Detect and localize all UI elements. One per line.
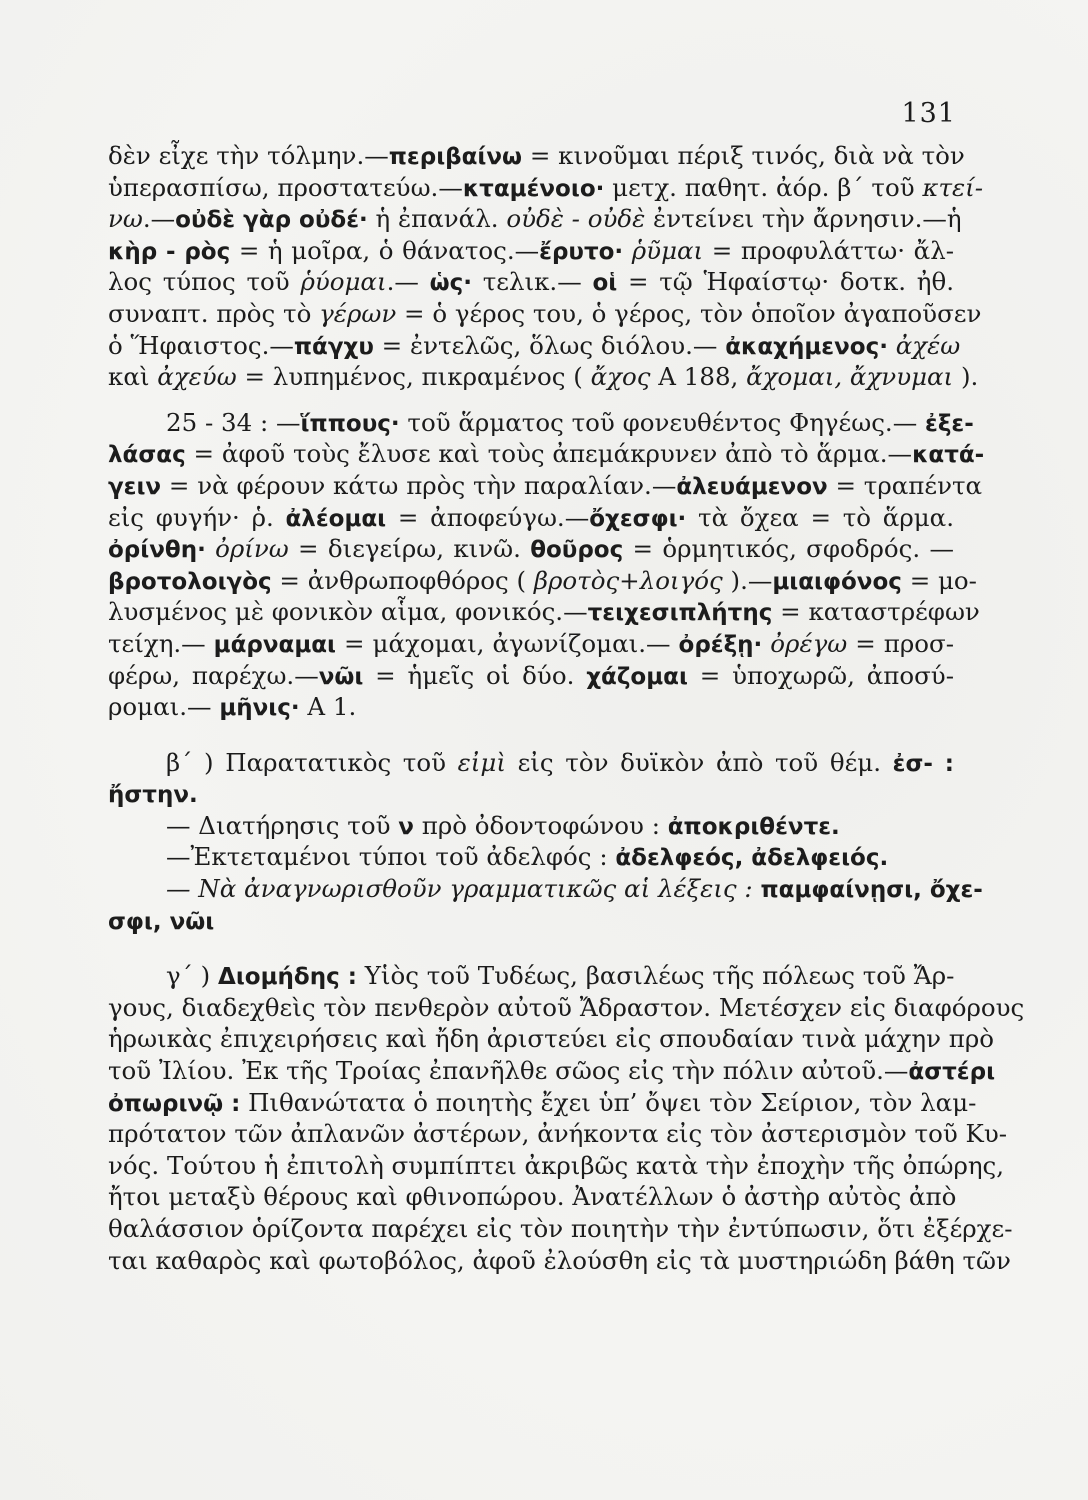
text-line	[108, 1118, 1008, 1150]
lemma-term: μιαιφόνος	[772, 568, 902, 595]
lemma-term: βροτολοιγὸς	[108, 568, 272, 595]
text-run: ).	[953, 362, 979, 392]
text-run: ἡρωικὰς ἐπιχειρήσεις καὶ ἤδη ἀριστεύει εἰς σπουδαίαν τινὰ μάχην πρὸ	[108, 1024, 995, 1054]
text-line	[108, 1023, 995, 1055]
text-run: ἤτοι μεταξὺ θέρους καὶ φθινοπώρου. Ἀνατέλλων ὁ ἀστὴρ αὐτὸς ἀπὸ	[108, 1182, 957, 1212]
text-run: = διεγείρω, κινῶ.	[288, 534, 531, 564]
text-run: ὁ Ἥφαιστος.—	[108, 330, 294, 360]
lemma-term: νῶι	[318, 663, 364, 690]
page-number: 131	[901, 98, 956, 129]
lemma-term: ὀπωρινῷ :	[108, 1090, 241, 1117]
lemma-term: σφι, νῶι	[108, 908, 215, 935]
lemma-term: ὀρίνθη·	[108, 537, 206, 564]
text-run: καὶ	[108, 362, 158, 392]
text-run: λυσμένος μὲ φονικὸν αἷμα, φονικός.—	[108, 597, 588, 627]
italic-word: γέρων	[319, 298, 397, 328]
lemma-term: τειχεσιπλήτης	[587, 600, 773, 627]
lemma-term: χάζομαι	[586, 663, 688, 690]
text-run: ρομαι.—	[108, 692, 220, 722]
text-line	[108, 905, 954, 937]
text-run: = ὁ γέρος του, ὁ γέρος, τὸν ὁποῖον ἀγαποῦσεν	[396, 298, 982, 328]
text-run: = ἡμεῖς οἱ δύο.	[363, 660, 587, 690]
text-line	[108, 235, 954, 267]
text-run: = ἀφοῦ τοὺς ἔλυσε καὶ τοὺς ἀπεμάκρυνεν ἀπὸ τὸ ἅρμα.—	[185, 439, 913, 469]
text-run: = κινοῦμαι πέριξ τινός, διὰ νὰ τὸν	[522, 141, 965, 170]
lemma-term: μῆνις·	[219, 695, 300, 722]
text-run: = λυπημένος, πικραμένος (	[236, 362, 591, 392]
text-line	[108, 407, 974, 439]
text-run: Α 1.	[299, 692, 357, 722]
text-run: = ἀποφεύγω.—	[386, 502, 590, 532]
text-run: = ἐντελῶς, ὅλως διόλου.—	[373, 330, 726, 360]
text-line	[108, 747, 954, 779]
text-run	[623, 236, 632, 265]
text-run: τοῦ Ἰλίου. Ἐκ τῆς Τροίας ἐπανῆλθε σῶος εἰς τὴν πόλιν αὐτοῦ.—	[108, 1056, 909, 1086]
lemma-term: οὐδὲ γὰρ οὐδέ·	[175, 207, 368, 234]
italic-word: ἄχομαι, ἄχνυμαι	[746, 362, 954, 392]
lemma-term: ἀλευάμενον	[676, 473, 828, 500]
text-line	[108, 1150, 1005, 1182]
text-line	[108, 140, 965, 172]
italic-word: — Νὰ ἀναγνωρισθοῦν γραμματικῶς αἱ λέξεις :	[166, 874, 753, 904]
lemma-term: κταμένοιο·	[462, 175, 605, 202]
text-run: ).—	[722, 565, 773, 595]
text-run: = ἡ μοῖρα, ὁ θάνατος.—	[230, 235, 540, 265]
text-line	[108, 691, 954, 723]
text-line	[108, 1213, 1013, 1245]
lemma-term: ἐξε-	[925, 410, 974, 437]
text-line	[108, 470, 983, 502]
italic-word: ῥύομαι	[300, 267, 387, 297]
lemma-term: ἀποκριθέντε.	[667, 813, 840, 840]
text-line	[108, 1087, 977, 1119]
text-line	[108, 1245, 1011, 1277]
lemma-term: ὀρέξῃ·	[678, 631, 763, 658]
text-run: = προσ-	[847, 628, 954, 658]
text-run: = προφυλάττω· ἄλ-	[703, 235, 955, 265]
text-line	[108, 841, 954, 873]
text-line	[108, 361, 979, 393]
text-run: γ΄ )	[166, 961, 219, 991]
lemma-term: ἤστην.	[108, 782, 198, 809]
text-run: ὑπερασπίσω, προστατεύω.—	[108, 172, 463, 202]
italic-word: κτεί-	[922, 172, 984, 202]
text-line	[108, 596, 980, 628]
text-run: συναπτ. πρὸς τὸ	[108, 298, 320, 328]
lemma-term: πάγχυ	[293, 333, 374, 360]
lemma-term: ἀδελφεός, ἀδελφειός.	[615, 845, 889, 872]
text-line	[108, 565, 977, 597]
text-run: = ὁρμητικός, σφοδρός. —	[623, 534, 954, 564]
lemma-term: μάρναμαι	[213, 631, 337, 658]
text-line	[108, 533, 954, 565]
text-run: πρότατον τῶν ἀπλανῶν ἀστέρων, ἀνήκοντα εἰς τὸν ἀστερισμὸν τοῦ Κυ-	[108, 1119, 1008, 1149]
text-line	[108, 810, 954, 842]
italic-word: ὀρέγω	[770, 628, 848, 658]
text-run: τὰ ὄχεα = τὸ ἅρμα.	[686, 502, 954, 532]
lemma-term: περιβαίνω	[388, 144, 523, 170]
text-run: δὲν εἶχε τὴν τόλμην.—	[108, 141, 389, 170]
text-line	[108, 438, 985, 470]
text-run: γους, διαδεχθεὶς τὸν πενθερὸν αὐτοῦ Ἄδραστον. Μετέσχεν εἰς διαφόρους	[108, 992, 1025, 1022]
italic-word: νω	[108, 204, 143, 234]
text-run: ἐντείνει τὴν ἄρνησιν.—ἡ	[645, 204, 962, 234]
text-run: ἡ ἐπανάλ.	[367, 204, 507, 234]
lemma-term: ν	[398, 813, 414, 840]
text-line	[108, 298, 982, 330]
text-line	[108, 778, 954, 810]
italic-word: εἰμὶ	[457, 747, 506, 777]
text-run: τοῦ ἅρματος τοῦ φονευθέντος Φηγέως.—	[399, 407, 926, 437]
italic-word: ὀρίνω	[215, 534, 289, 564]
lemma-term: Διομήδης :	[218, 964, 357, 991]
lemma-term: ἵππους·	[300, 410, 400, 437]
text-run: εἰς τὸν δυϊκὸν ἀπὸ τοῦ θέμ.	[505, 747, 893, 777]
text-run	[206, 534, 215, 563]
lemma-term: θοῦρος	[530, 537, 624, 564]
text-run: β΄ ) Παρατατικὸς τοῦ	[166, 747, 458, 777]
text-run: = ὑποχωρῶ, ἀποσύ-	[687, 660, 954, 690]
lemma-term: λάσας	[108, 442, 186, 469]
lemma-term: κατά-	[912, 442, 985, 469]
italic-word: ἀχέω	[895, 330, 961, 360]
text-run: μετχ. παθητ. ἀόρ. β΄ τοῦ	[604, 172, 923, 202]
text-run: Πιθανώτατα ὁ ποιητὴς ἔχει ὑπ’ ὄψει τὸν Σείριον, τὸν λαμ-	[240, 1087, 977, 1117]
text-line	[108, 203, 962, 235]
text-line	[108, 1181, 957, 1213]
text-run: νός. Τούτου ἡ ἐπιτολὴ συμπίπτει ἀκριβῶς κατὰ τὴν ἐποχὴν τῆς ὀπώρης,	[108, 1150, 1005, 1180]
lemma-term: παμφαίνῃσι, ὄχε-	[760, 877, 983, 904]
text-run: θαλάσσιον ὁρίζοντα παρέχει εἰς τὸν ποιητὴν τὴν ἐντύπωσιν, ὅτι ἐξέρχε-	[108, 1214, 1013, 1243]
text-run: = μο-	[901, 565, 977, 595]
italic-word: οὐδὲ - οὐδὲ	[506, 204, 646, 234]
text-run: = ἀνθρωποφθόρος (	[271, 565, 534, 595]
text-run: εἰς φυγήν· ῥ.	[108, 502, 286, 532]
text-run: = νὰ φέρουν κάτω πρὸς τὴν παραλίαν.—	[161, 470, 677, 500]
text-run: Α 188,	[650, 362, 747, 392]
text-line	[108, 992, 1025, 1024]
text-run: .—	[142, 204, 176, 234]
text-run: 25 - 34 : —	[166, 407, 301, 437]
italic-word: βροτὸς+λοιγός	[533, 565, 723, 595]
lemma-term: γειν	[108, 473, 162, 500]
lemma-term: ἀλέομαι	[285, 505, 387, 532]
text-run: = τραπέντα	[827, 470, 983, 500]
lemma-term: ἔρυτο·	[539, 238, 624, 265]
text-run: τείχη.—	[108, 628, 214, 658]
text-line	[108, 266, 954, 298]
text-run: ται καθαρὸς καὶ φωτοβόλος, ἀφοῦ ἐλούσθη εἰς τὰ μυστηριώδη βάθη τῶν	[108, 1245, 1011, 1275]
lemma-term: κὴρ - ρὸς	[108, 238, 231, 265]
lemma-term: ὡς·	[429, 270, 472, 297]
text-run: —Ἐκτεταμένοι τύποι τοῦ ἀδελφός :	[166, 842, 616, 872]
italic-word: ἄχος	[590, 362, 651, 392]
text-line	[108, 1055, 996, 1087]
text-run: = καταστρέφων	[772, 597, 980, 627]
text-line	[108, 628, 954, 660]
text-line	[108, 960, 954, 992]
text-run: λος τύπος τοῦ	[108, 267, 301, 297]
text-line	[108, 502, 954, 534]
text-run: = τῷ Ἡφαίστῳ· δοτκ. ἠθ.	[617, 267, 955, 297]
text-run: πρὸ ὀδοντοφώνου :	[413, 810, 668, 840]
commentary-text	[108, 140, 1025, 1276]
italic-word: ῥῦμαι	[631, 235, 704, 265]
text-run: τελικ.—	[471, 267, 593, 297]
text-run: = μάχομαι, ἀγωνίζομαι.—	[336, 628, 679, 658]
lemma-term: ἐσ- :	[892, 750, 954, 777]
text-line	[108, 660, 954, 692]
lemma-term: οἱ	[592, 270, 618, 297]
text-run: φέρω, παρέχω.—	[108, 660, 319, 690]
lemma-term: ἀκαχήμενος·	[725, 333, 888, 360]
text-run: — Διατήρησις τοῦ	[166, 810, 399, 840]
lemma-term: ὄχεσφι·	[589, 505, 687, 532]
text-run	[888, 331, 896, 360]
lemma-term: ἀστέρι	[908, 1059, 996, 1086]
text-line	[108, 330, 961, 362]
text-line	[108, 172, 984, 204]
italic-word: ἀχεύω	[157, 362, 237, 392]
text-line	[108, 873, 983, 905]
text-run: Υἱὸς τοῦ Τυδέως, βασιλέως τῆς πόλεως τοῦ Ἄρ-	[356, 961, 955, 991]
text-run: .—	[386, 267, 430, 297]
